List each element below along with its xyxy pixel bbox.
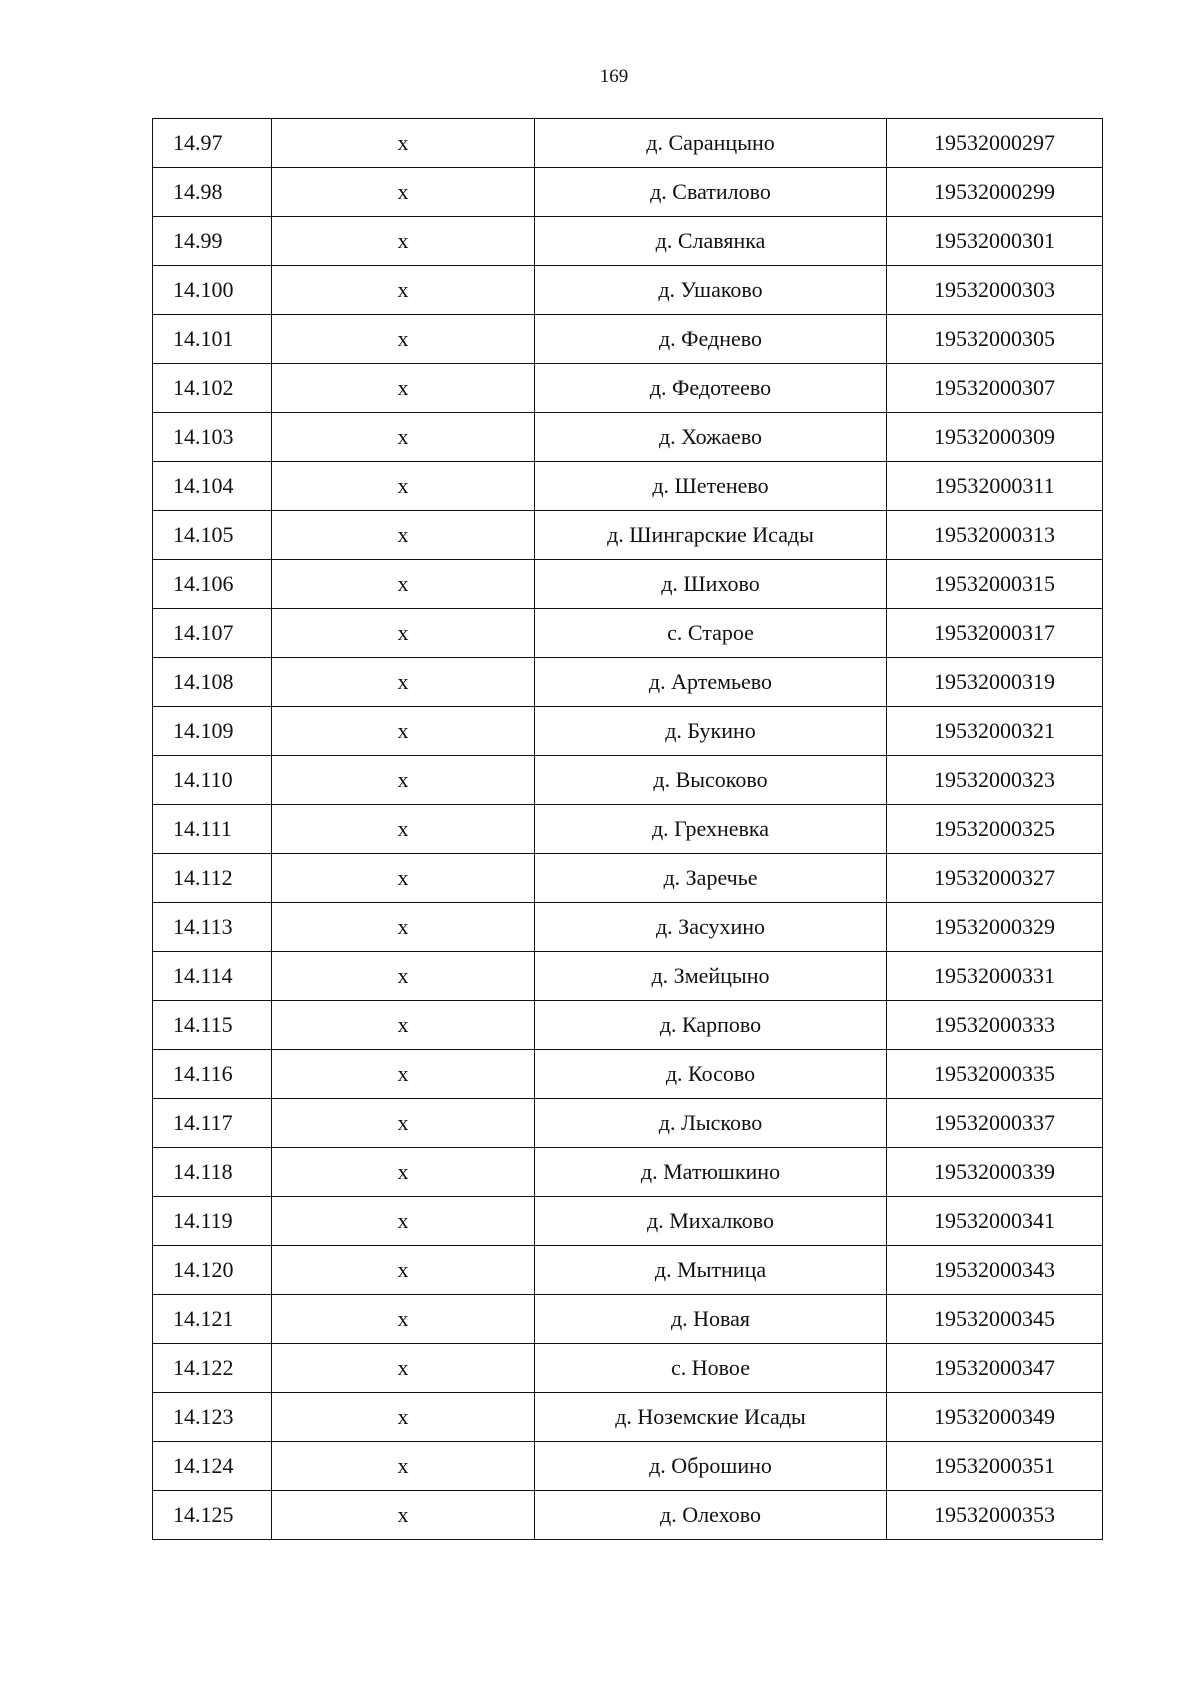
settlement-name-cell: д. Высоково	[535, 756, 887, 805]
table-row	[153, 1001, 1103, 1050]
oktmo-code-cell: 19532000329	[887, 903, 1103, 952]
oktmo-code-cell: 19532000307	[887, 364, 1103, 413]
table-row	[153, 364, 1103, 413]
table-row	[153, 217, 1103, 266]
mark-cell: x	[272, 1295, 535, 1344]
table-row	[153, 1246, 1103, 1295]
oktmo-code-cell: 19532000343	[887, 1246, 1103, 1295]
mark-cell: x	[272, 217, 535, 266]
mark-cell: x	[272, 364, 535, 413]
oktmo-code-cell: 19532000347	[887, 1344, 1103, 1393]
table-row	[153, 805, 1103, 854]
oktmo-code-cell: 19532000345	[887, 1295, 1103, 1344]
settlement-name-cell: д. Карпово	[535, 1001, 887, 1050]
oktmo-code-cell: 19532000339	[887, 1148, 1103, 1197]
table-row	[153, 462, 1103, 511]
row-number-cell: 14.108	[153, 658, 272, 707]
mark-cell: x	[272, 609, 535, 658]
mark-cell: x	[272, 560, 535, 609]
oktmo-code-cell: 19532000353	[887, 1491, 1103, 1540]
oktmo-code-cell: 19532000301	[887, 217, 1103, 266]
settlement-name-cell: д. Лысково	[535, 1099, 887, 1148]
mark-cell: x	[272, 511, 535, 560]
row-number-cell: 14.109	[153, 707, 272, 756]
mark-cell: x	[272, 1099, 535, 1148]
table-row	[153, 168, 1103, 217]
table-row	[153, 315, 1103, 364]
row-number-cell: 14.124	[153, 1442, 272, 1491]
settlement-name-cell: д. Славянка	[535, 217, 887, 266]
oktmo-code-cell: 19532000313	[887, 511, 1103, 560]
settlement-name-cell: д. Михалково	[535, 1197, 887, 1246]
table-row	[153, 1148, 1103, 1197]
mark-cell: x	[272, 1001, 535, 1050]
mark-cell: x	[272, 266, 535, 315]
mark-cell: x	[272, 854, 535, 903]
oktmo-code-cell: 19532000305	[887, 315, 1103, 364]
settlements-table	[152, 118, 1103, 1540]
row-number-cell: 14.122	[153, 1344, 272, 1393]
table-row	[153, 658, 1103, 707]
mark-cell: x	[272, 1344, 535, 1393]
row-number-cell: 14.107	[153, 609, 272, 658]
row-number-cell: 14.98	[153, 168, 272, 217]
oktmo-code-cell: 19532000317	[887, 609, 1103, 658]
oktmo-code-cell: 19532000333	[887, 1001, 1103, 1050]
oktmo-code-cell: 19532000321	[887, 707, 1103, 756]
table-row	[153, 266, 1103, 315]
mark-cell: x	[272, 805, 535, 854]
mark-cell: x	[272, 756, 535, 805]
row-number-cell: 14.113	[153, 903, 272, 952]
mark-cell: x	[272, 1393, 535, 1442]
row-number-cell: 14.121	[153, 1295, 272, 1344]
table-row	[153, 1393, 1103, 1442]
table-row	[153, 854, 1103, 903]
row-number-cell: 14.114	[153, 952, 272, 1001]
mark-cell: x	[272, 413, 535, 462]
page-number: 169	[599, 66, 629, 87]
row-number-cell: 14.102	[153, 364, 272, 413]
row-number-cell: 14.103	[153, 413, 272, 462]
table-row	[153, 413, 1103, 462]
settlement-name-cell: д. Саранцыно	[535, 119, 887, 168]
table-row	[153, 952, 1103, 1001]
table-row	[153, 1197, 1103, 1246]
settlement-name-cell: д. Сватилово	[535, 168, 887, 217]
settlement-name-cell: д. Заречье	[535, 854, 887, 903]
mark-cell: x	[272, 952, 535, 1001]
row-number-cell: 14.110	[153, 756, 272, 805]
row-number-cell: 14.120	[153, 1246, 272, 1295]
mark-cell: x	[272, 315, 535, 364]
row-number-cell: 14.123	[153, 1393, 272, 1442]
mark-cell: x	[272, 658, 535, 707]
settlement-name-cell: д. Новая	[535, 1295, 887, 1344]
settlement-name-cell: с. Новое	[535, 1344, 887, 1393]
row-number-cell: 14.116	[153, 1050, 272, 1099]
oktmo-code-cell: 19532000309	[887, 413, 1103, 462]
table-row	[153, 560, 1103, 609]
table-row	[153, 1295, 1103, 1344]
settlement-name-cell: д. Артемьево	[535, 658, 887, 707]
row-number-cell: 14.112	[153, 854, 272, 903]
mark-cell: x	[272, 1197, 535, 1246]
oktmo-code-cell: 19532000331	[887, 952, 1103, 1001]
row-number-cell: 14.104	[153, 462, 272, 511]
table-row	[153, 1491, 1103, 1540]
mark-cell: x	[272, 903, 535, 952]
oktmo-code-cell: 19532000323	[887, 756, 1103, 805]
table-row	[153, 903, 1103, 952]
settlement-name-cell: д. Шетенево	[535, 462, 887, 511]
settlement-name-cell: д. Мытница	[535, 1246, 887, 1295]
row-number-cell: 14.99	[153, 217, 272, 266]
mark-cell: x	[272, 1442, 535, 1491]
table-row	[153, 1099, 1103, 1148]
settlement-name-cell: д. Олехово	[535, 1491, 887, 1540]
oktmo-code-cell: 19532000351	[887, 1442, 1103, 1491]
table-body	[153, 119, 1103, 1540]
settlement-name-cell: д. Ноземские Исады	[535, 1393, 887, 1442]
table-row	[153, 1050, 1103, 1099]
row-number-cell: 14.118	[153, 1148, 272, 1197]
row-number-cell: 14.105	[153, 511, 272, 560]
row-number-cell: 14.97	[153, 119, 272, 168]
settlement-name-cell: д. Косово	[535, 1050, 887, 1099]
mark-cell: x	[272, 462, 535, 511]
oktmo-code-cell: 19532000297	[887, 119, 1103, 168]
settlement-name-cell: д. Засухино	[535, 903, 887, 952]
mark-cell: x	[272, 1246, 535, 1295]
oktmo-code-cell: 19532000327	[887, 854, 1103, 903]
settlement-name-cell: д. Шингарские Исады	[535, 511, 887, 560]
oktmo-code-cell: 19532000303	[887, 266, 1103, 315]
mark-cell: x	[272, 1491, 535, 1540]
oktmo-code-cell: 19532000349	[887, 1393, 1103, 1442]
settlement-name-cell: д. Хожаево	[535, 413, 887, 462]
settlement-name-cell: с. Старое	[535, 609, 887, 658]
row-number-cell: 14.101	[153, 315, 272, 364]
table-row	[153, 511, 1103, 560]
row-number-cell: 14.115	[153, 1001, 272, 1050]
settlement-name-cell: д. Феднево	[535, 315, 887, 364]
oktmo-code-cell: 19532000299	[887, 168, 1103, 217]
settlement-name-cell: д. Грехневка	[535, 805, 887, 854]
settlement-name-cell: д. Матюшкино	[535, 1148, 887, 1197]
row-number-cell: 14.119	[153, 1197, 272, 1246]
table-row	[153, 1442, 1103, 1491]
row-number-cell: 14.111	[153, 805, 272, 854]
row-number-cell: 14.100	[153, 266, 272, 315]
mark-cell: x	[272, 1148, 535, 1197]
row-number-cell: 14.117	[153, 1099, 272, 1148]
oktmo-code-cell: 19532000341	[887, 1197, 1103, 1246]
oktmo-code-cell: 19532000319	[887, 658, 1103, 707]
mark-cell: x	[272, 707, 535, 756]
oktmo-code-cell: 19532000337	[887, 1099, 1103, 1148]
settlement-name-cell: д. Змейцыно	[535, 952, 887, 1001]
table-row	[153, 707, 1103, 756]
settlement-name-cell: д. Федотеево	[535, 364, 887, 413]
settlement-name-cell: д. Букино	[535, 707, 887, 756]
oktmo-code-cell: 19532000311	[887, 462, 1103, 511]
row-number-cell: 14.106	[153, 560, 272, 609]
table-row	[153, 756, 1103, 805]
mark-cell: x	[272, 119, 535, 168]
settlement-name-cell: д. Ушаково	[535, 266, 887, 315]
mark-cell: x	[272, 1050, 535, 1099]
oktmo-code-cell: 19532000335	[887, 1050, 1103, 1099]
table-row	[153, 119, 1103, 168]
oktmo-code-cell: 19532000315	[887, 560, 1103, 609]
mark-cell: x	[272, 168, 535, 217]
table-row	[153, 1344, 1103, 1393]
settlement-name-cell: д. Оброшино	[535, 1442, 887, 1491]
table-row	[153, 609, 1103, 658]
row-number-cell: 14.125	[153, 1491, 272, 1540]
settlement-name-cell: д. Шихово	[535, 560, 887, 609]
oktmo-code-cell: 19532000325	[887, 805, 1103, 854]
